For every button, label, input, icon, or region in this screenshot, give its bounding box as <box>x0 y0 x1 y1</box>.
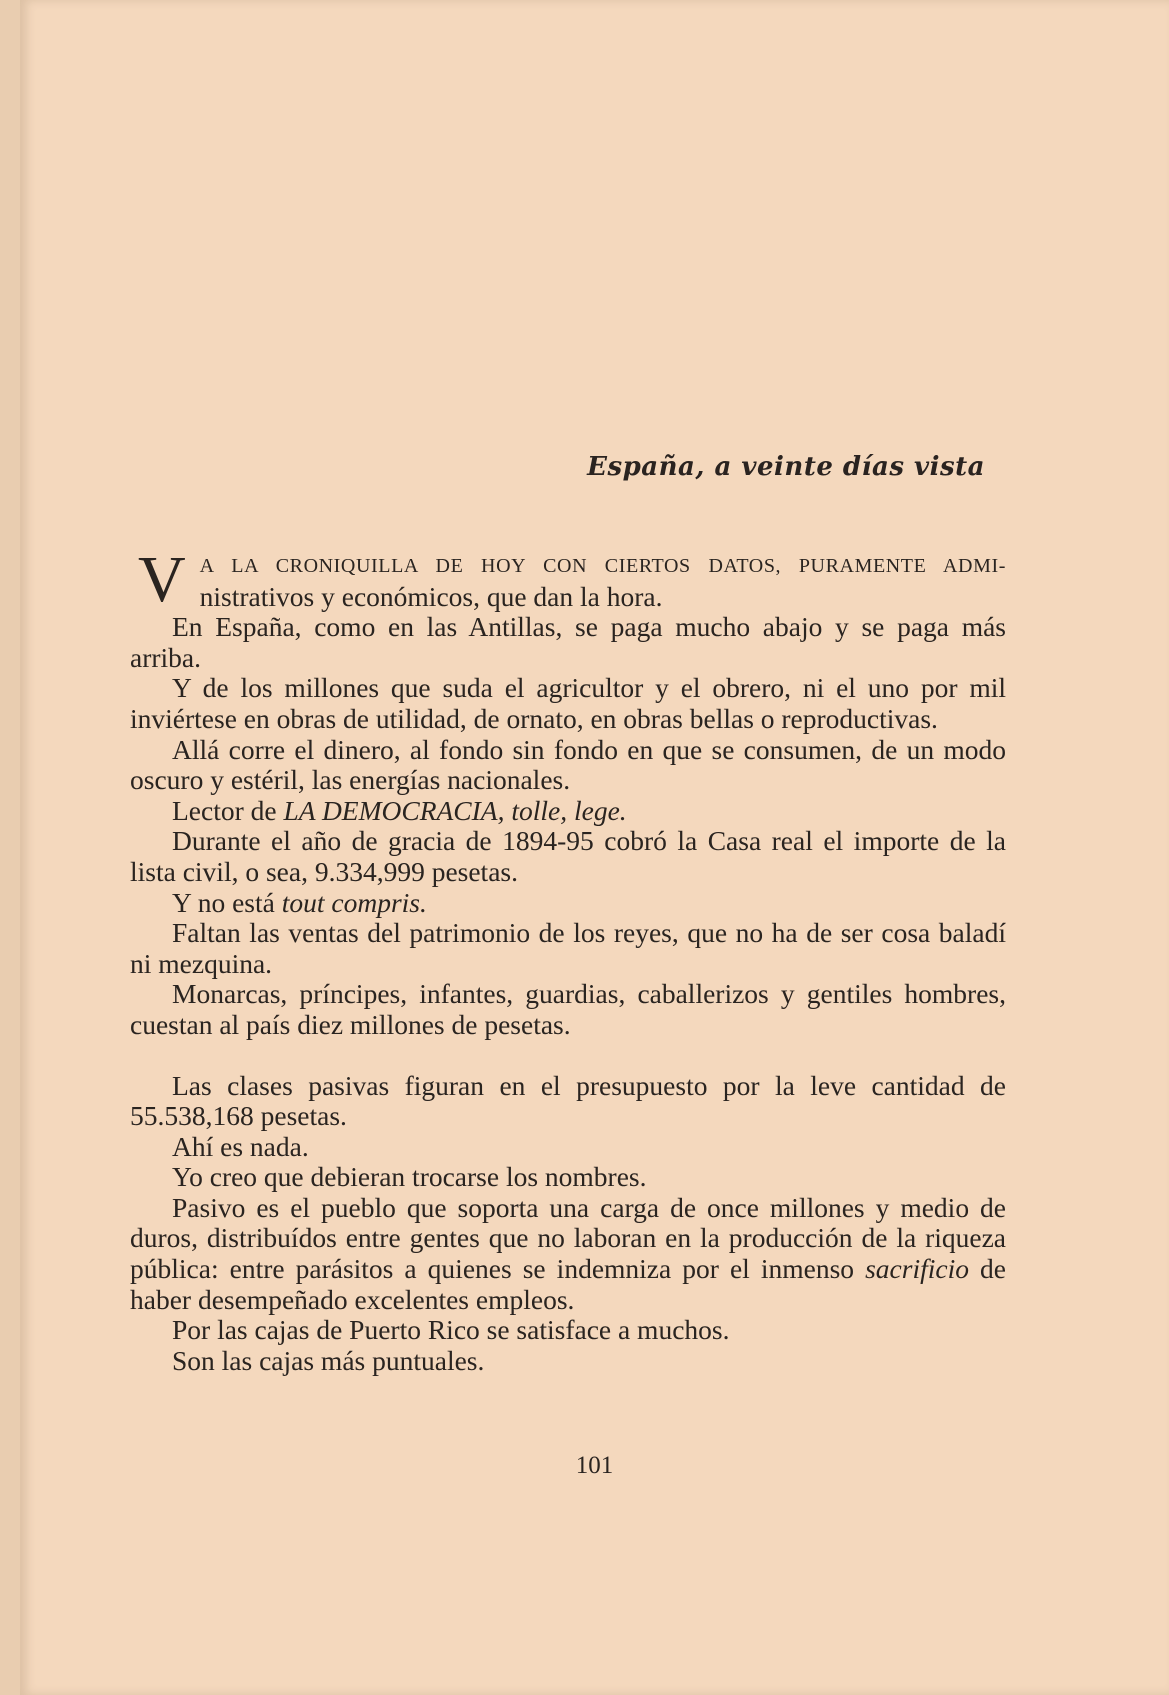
lector-prefix: Lector de <box>172 794 284 826</box>
tout-prefix: Y no está <box>172 886 282 918</box>
opening-paragraph <box>130 543 1006 616</box>
tout-italic: tout compris. <box>281 886 427 918</box>
paragraph: Son las cajas más puntuales. <box>172 1344 485 1376</box>
paragraph: Durante el año de gracia de 1894-95 cobró la Casa real el importe de la lista civil, o sea, 9.334,999 pesetas. <box>130 825 1006 887</box>
body-text <box>130 543 1006 1376</box>
paragraph: Allá corre el dinero, al fondo sin fondo en que se consumen, de un modo oscuro y estéril, las energías nacionales. <box>130 733 1006 796</box>
paragraph: Las clases pasivas figuran en el presupuesto por la leve cantidad de 55.538,168 pesetas. <box>130 1069 1006 1132</box>
paragraph: Faltan las ventas del patrimonio de los reyes, que no ha de ser cosa baladí ni mezquina. <box>130 917 1006 979</box>
lector-italic: LA DEMOCRACIA, tolle, lege. <box>283 794 627 826</box>
paragraph: Monarcas, príncipes, infantes, guardias, caballerizos y gentiles hombres, cuestan al país diez millones de pesetas. <box>130 978 1006 1040</box>
opening-rest: nistrativos y económicos, que dan la hora. <box>199 580 663 612</box>
book-page <box>20 0 1169 1695</box>
paragraph: Y de los millones que suda el agricultor y el obrero, ni el uno por mil inviértese en obras de utilidad, de ornato, en obras bellas o reproductivas. <box>130 672 1006 734</box>
paragraph: Por las cajas de Puerto Rico se satisface a muchos. <box>172 1314 730 1346</box>
paragraph: Ahí es nada. <box>172 1130 309 1162</box>
section-gap <box>130 1041 1006 1071</box>
opening-smallcaps: A LA CRONIQUILLA DE HOY CON CIERTOS DATOS, PURAMENTE ADMI- <box>199 555 1006 577</box>
paragraph: En España, como en las Antillas, se paga mucho abajo y se paga más arriba. <box>130 611 1006 673</box>
pasivo-paragraph <box>130 1193 1006 1315</box>
page-number: 101 <box>575 1452 614 1479</box>
lector-paragraph <box>130 796 1006 827</box>
paragraph: Yo creo que debieran trocarse los nombres. <box>172 1161 647 1193</box>
pasivo-before: Pasivo es el pueblo que soporta una carga de once millones y medio de duros, distribuídos entre gentes que no laboran en la producción de la riqueza pública: entre parásitos a quienes se indemniza por el inmenso <box>130 1191 1006 1285</box>
chapter-title: España, a veinte días vista <box>587 452 985 482</box>
pasivo-after: de haber desempeñado excelentes empleos. <box>130 1253 1006 1315</box>
pasivo-italic: sacrificio <box>865 1253 969 1285</box>
drop-cap: V <box>138 543 186 616</box>
tout-paragraph <box>130 888 1006 919</box>
